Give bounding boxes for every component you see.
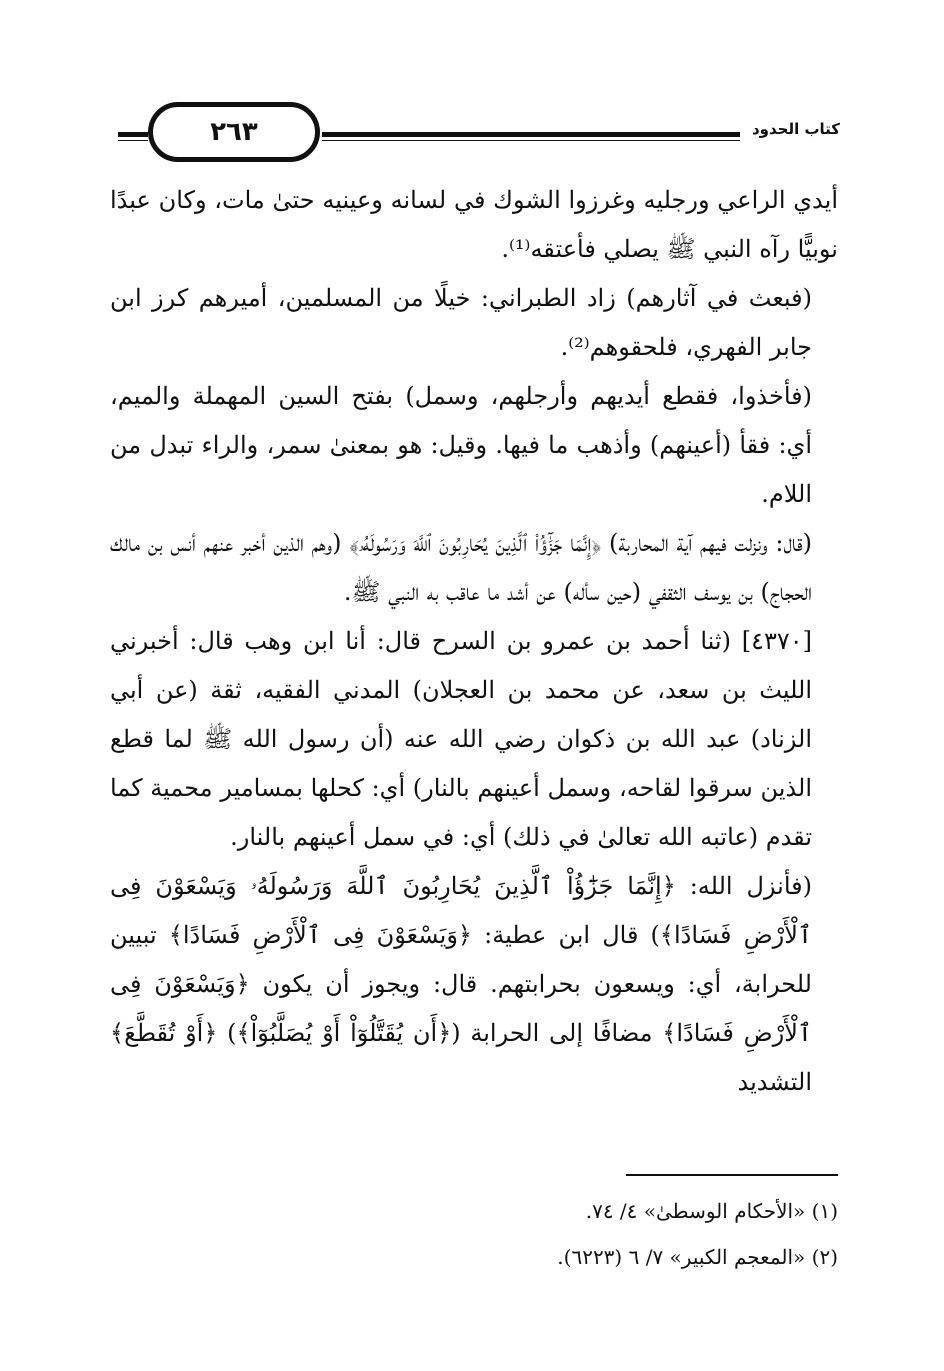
paragraph-5: [٤٣٧٠] (ثنا أحمد بن عمرو بن السرح قال: أنا ابن وهب قال: أخبرني الليث بن سعد، عن محمد بن العجلان) المدني الفقيه، ثقة (عن أبي الزناد) عبد الله بن ذكوان رضي الله عنه (أن رسول الله ﷺ لما قطع الذين سرقوا لقاحه، وسمل أعينهم بالنار) أي: كحلها بمسامير محمية كما تقدم (عاتبه الله تعالىٰ في ذلك) أي: في سمل أعينهم بالنار. — [110, 627, 812, 851]
page-number-frame — [148, 102, 320, 162]
main-text — [110, 176, 838, 1107]
page-number: ٢٦٣ — [210, 117, 258, 147]
paragraph-3: (فأخذوا، فقطع أيديهم وأرجلهم، وسمل) بفتح السين المهملة والميم، أي: فقأ (أعينهم) وأذهب ما فيها. وقيل: هو بمعنىٰ سمر، والراء تبدل من اللام. — [110, 382, 812, 508]
header-rule-left-thin — [118, 140, 148, 141]
paragraph-4: (قال: ونزلت فيهم آية المحاربة) ﴿إِنَّمَا جَزَٰٓؤُاْ ٱلَّذِينَ يُحَارِبُونَ ٱللَّهَ وَرَسُولَهُۥ﴾ (وهم الذين أخبر عنهم أنس بن مالك الحجاج) بن يوسف الثقفي (حين سأله) عن أشد ما عاقب به النبي ﷺ. — [110, 529, 812, 606]
footnote-divider — [626, 1174, 838, 1176]
header-rule-right — [322, 132, 740, 137]
footnote-1: (١) «الأحكام الوسطىٰ» ٤/ ٧٤. — [585, 1199, 838, 1223]
page-header — [100, 100, 840, 160]
footnote-2: (٢) «المعجم الكبير» ٧/ ٦ (٦٢٢٣). — [557, 1245, 838, 1269]
paragraph-1: أيدي الراعي ورجليه وغرزوا الشوك في لسانه وعينيه حتىٰ مات، وكان عبدًا نوبيًّا رآه النبي ﷺ يصلي فأعتقه⁽¹⁾. — [110, 186, 838, 263]
book-title: كتاب الحدود — [746, 120, 840, 138]
paragraph-2: (فبعث في آثارهم) زاد الطبراني: خيلًا من المسلمين، أميرهم كرز ابن جابر الفهري، فلحقوهم⁽²⁾. — [110, 284, 812, 361]
header-rule-left — [118, 132, 148, 137]
header-rule-right-thin — [322, 140, 740, 141]
paragraph-6: (فأنزل الله: ﴿إِنَّمَا جَزَٰٓؤُاْ ٱلَّذِينَ يُحَارِبُونَ ٱللَّهَ وَرَسُولَهُۥ وَيَسْعَوْنَ فِى ٱلْأَرْضِ فَسَادًا﴾) قال ابن عطية: ﴿وَيَسْعَوْنَ فِى ٱلْأَرْضِ فَسَادًا﴾ تبيين للحرابة، أي: ويسعون بحرابتهم. قال: ويجوز أن يكون ﴿وَيَسْعَوْنَ فِى ٱلْأَرْضِ فَسَادًا﴾ مضافًا إلى الحرابة (﴿أَن يُقَتَّلُوٓاْ أَوْ يُصَلَّبُوٓاْ﴾) ﴿أَوْ تُقَطَّعَ﴾ التشديد — [110, 872, 812, 1096]
footnotes — [110, 1188, 838, 1280]
